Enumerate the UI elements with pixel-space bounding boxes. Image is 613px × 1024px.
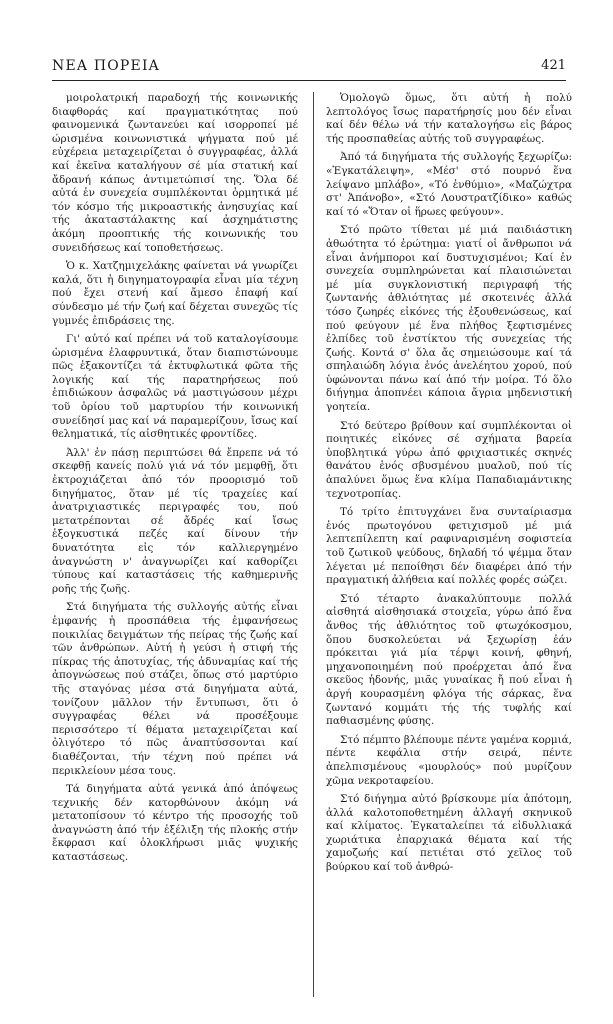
column-divider — [313, 92, 314, 997]
paragraph: Ὁμολογῶ ὅμως, ὅτι αὐτή ἡ πολύ λεπτολόγος ἴσως παρατήρησίς μου δέν εἶναι καί δέν θέλω νά τήν καταλογήσω εἰς βάρος τής προσπαθείας αὐτής τοῦ συγγραφέως. — [326, 92, 572, 145]
paragraph: Ἀπό τά διηγήματα τής συλλογής ξεχωρίζω: «Ἐγκατάλειψη», «Μέσ' στό πουρνό ἕνα λείψανο μπλάβο», «Τό ἐνθύμιο», «Μαζώχτρα στ' Ἀπάνοβο», «Στό Λουστρατζίδικο» καθώς καί τό «Ὅταν οἱ ἥρωες φεύγουν». — [326, 151, 572, 218]
paragraph: Στά διηγήματα τής συλλογής αὐτής εἶναι ἐμφανής ἡ προσπάθεια τής ἐμφανήσεως ποικιλίας δειγμάτων τής πείρας τής ζωής καί τῶν ἀνθρώπων. Αὐτή ἡ γεύσι ἡ στιφή τής πίκρας τής ἀποτυχίας, τής ἀδυναμίας καί τής ἀπογνώσεως πού στάζει, ὅπως στό μαρτύριο τῆς σταγόνας μέσα στά διηγήματα αὐτά, τονίζουν μᾶλλον τήν ἔντυπωσι, ὅτι ὁ συγγραφέας θέλει νά προσέξουμε περισσότερο τί θέματα μεταχειρίζεται καί ὀλιγότερο τό πῶς ἀναπτύσσονται καί διαθέζονται, τήν τέχνη πού πρέπει νά περικλείουν μέσα τους. — [52, 601, 298, 777]
header-rule — [52, 80, 566, 81]
paragraph: Στό δεύτερο βρίθουν καί συμπλέκονται οἱ ποιητικές εἰκόνες σέ σχήματα βαρεία ὑποβλητικά γύρω ἀπό φριχιαστικές σκηνές θανάτου ἑνός σβυσμένου μυαλοῦ, πού τίς ἀπαλύνει ὅμως ἕνα κλίμα Παπαδιαμάντικης τεχνοτροπίας. — [326, 419, 572, 500]
paragraph: Ὁ κ. Χατζημιχελάκης φαίνεται νά γνωρίζει καλά, ὅτι ἡ διηγηματογραφία εἶναι μία τέχνη πού ἔχει στενή καί ἄμεσο ἐπαφή καί σύνδεσμο μέ τήν ζωή καί δέχεται συνεχῶς τίς γυμνές ἐπιδράσεις της. — [52, 260, 298, 327]
paragraph: Στό διήγημα αὐτό βρίσκουμε μία ἀπότομη, ἀλλά καλοτοποθετημένη ἀλλαγή σκηνικοῦ καί κλίματος. Ἐγκαταλείπει τά εἰδυλλιακά χωριάτικα ἐπαρχιακά θέματα καί τής χαμοζωής καί πετιέται στό χεῖλος τοῦ βούρκου καί τοῦ ἀνθρώ- — [326, 793, 572, 874]
journal-title: ΝΕΑ ΠΟΡΕΙΑ — [52, 58, 160, 74]
paragraph: Τά διηγήματα αὐτά γενικά ἀπό ἀπόψεως τεχνικής δέν κατορθώνουν ἀκόμη νά μετατοπίσουν τό κέντρο τής προσοχής τοῦ ἀναγνώστη ἀπό τήν ἐξέλιξη τής πλοκής στήν ἔκφρασι καί ὁλοκλήρωσι μιᾶς ψυχικής καταστάσεως. — [52, 783, 298, 864]
paragraph: Στό πέμπτο βλέπουμε πέντε γαμένα κορμιά, πέντε κεφάλια στήν σειρά, πέντε ἀπελπισμένους «μουρλούς» πού μυρίζουν χῶμα νεκροταφείου. — [326, 733, 572, 787]
paragraph: μοιρολατρική παραδοχή τής κοινωνικής διαφθοράς καί πραγματικότητας πού φαινομενικά ζωντανεύει καί ισορροπεί μέ ώρισμένα κοινωνιστικά ψήγματα πού μέ εὐχέρεια μεταχειρίζεται ὁ συγγραφέας, ἀλλά καί ἐκεῖνα καταλήγουν σέ μία στατική καί ἄδρανή κάπως ἀντιμετώπισί της. Ὅλα δέ αὐτά ἐν συνεχεία συμπλέκονται ὁρμητικά μέ τόν κόσμο τής μικροαστικής ἀνησυχίας καί τής ἀκαταστάλακτης καί ἀσχημάτιστης ἀκόμη προοπτικής τής κοινωνικής του συνειδήσεως καί τοποθετήσεως. — [52, 92, 298, 254]
paragraph: Γι' αὐτό καί πρέπει νά τοῦ καταλογίσουμε ὡρισμένα ἐλαφρυντικά, ὅταν διαπιστώνουμε πῶς ἐξακοντίζει τά ἐκτυφλωτικά φῶτα τῆς λογικής καί τής παρατηρήσεως πού ἐπιδιώκουν ἀσφαλῶς νά μαστιγώσουν μέχρι τοῦ ὁρίου τοῦ μαρτυρίου τήν κοινωνική συνείδησί μας καί νά παραμερίζουν, ἴσως καί θεληματικά, τίς αἰσθητικές φροντίδες. — [52, 333, 298, 441]
paragraph: Τό τρίτο ἐπιτυγχάνει ἕνα συνταίριασμα ἑνός πρωτογόνου φετιχισμοῦ μέ μιά λεπτεπίλεπτη καί ραφιναρισμένη σοφιστεία τοῦ ζωτικοῦ ψεύδους, δηλαδή τό ψέμμα ὅταν λέγεται μέ πεποίθησι δέν διαφέρει ἀπό τήν πραγματική ἀλήθεια καί πολλές φορές σώζει. — [326, 506, 572, 587]
right-column — [326, 92, 572, 880]
paragraph: Στό πρῶτο τίθεται μέ μιά παιδιάστικη ἀθωότητα τό ἐρώτημα: γιατί οἱ ἄνθρωποι νά εἶναι ἀνήμποροι καί δυστυχισμένοι; Καί ἐν συνεχεία συμπληρώνεται καί πλαισιώνεται μέ μία συγκλονιστική περιγραφή τής ζωντανής ἀθλιότητας μέ σκοτεινές ἀλλά τόσο ζωηρές εἰκόνες τής ἐξουθενώσεως, καί πού φεύγουν μέ ἕνα πλήθος ξεφτισμένες ἐλπίδες τοῦ ἐνστίκτου τής συνεχείας τής ζωής. Κοντά σ' ὅλα ἄς σημειώσουμε καί τά σπηλαιώδη λόγια ἑνός ἀνελέητου χορού, πού ὑφώνονται πάνω καί ἀπό τήν μοίρα. Τό ὅλο διήγημα ἀποπνέει κάποια ἄγρια μηδενιστική γοητεία. — [326, 224, 572, 414]
page-number: 421 — [541, 58, 566, 73]
paragraph: Ἀλλ' ἐν πάσῃ περιπτώσει θά ἔπρεπε νά τό σκεφθῇ κανείς πολύ γιά νά τόν μεμφθῇ, ὅτι ἐκτροχιάζεται ἀπό τόν προορισμό τοῦ διηγήματος, ὅταν μέ τίς τραχείες καί ἀνατριχιαστικές περιγραφές του, πού μετατρέπονται σέ ἄδρές καί ἴσως ἐξογκυστικά πεζές καί δίνουν τήν δυνατότητα εἰς τόν καλλιεργημένο ἀναγνώστη ν' ἀναγνωρίζει καί καθορίζει τύπους καί καταστάσεις τής καθημερινῆς ροῆς τής ζωῆς. — [52, 446, 298, 595]
running-header — [52, 54, 566, 82]
paragraph: Στό τέταρτο ἀνακαλύπτουμε πολλά αἰσθητά αἰσθησιακά στοιχεῖα, γύρω ἀπό ἕνα ἄνθος τής ἀθλιότητος τοῦ φτωχόκοσμου, ὅπου δυσκολεύεται νά ξεχωρίσῃ ἐάν πρόκειται γιά μία τέρψι κοινή, φθηνή, μηχανοποιημένη πού προέρχεται ἀπό ἕνα σκεῦος ἡδονής, μιᾶς γυναίκας ἤ πού εἶναι ἡ ἀργή κουρασμένη φλόγα τής σάρκας, ἕνα ζωντανό κομμάτι τής τής τυφλής καί παθιασμένης φύσης. — [326, 592, 572, 728]
left-column — [52, 92, 298, 870]
